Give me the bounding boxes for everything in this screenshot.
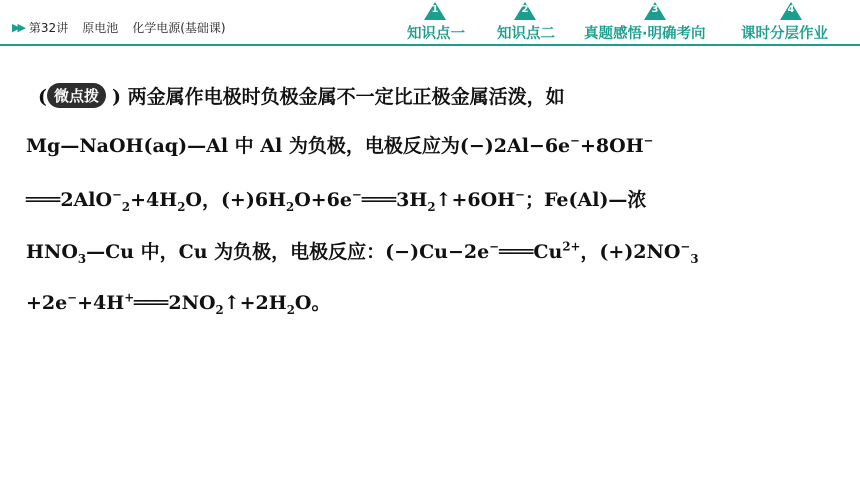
tab-exam-insight[interactable]: 真题感悟·明确考向 [584,26,706,42]
line3-part-a: ═══2AlO [26,189,113,211]
line5-part-e: O。 [294,292,331,314]
tab-homework[interactable]: 课时分层作业 [741,26,828,42]
sub-2: 2 [121,199,131,214]
text-line-3 [26,185,646,212]
tip-text: 两金属作电极时负极金属不一定比正极金属活泼，如 [127,86,565,108]
line5-part-a: +2e [26,292,68,314]
line3-part-e: ═══3H [361,189,428,211]
tab-knowledge-2[interactable]: 知识点二 [497,26,555,42]
sub-2: 2 [427,199,436,214]
tab-number-2-icon: 2 [514,2,536,20]
line5-part-d: ↑+2H [223,292,287,314]
line5-part-c: ═══2NO [134,292,216,314]
line3-part-f: ↑+6OH [435,189,516,211]
breadcrumb [12,19,226,36]
sup-minus: − [67,290,78,305]
tab-number-1-icon: 1 [424,2,446,20]
text-line-5 [26,288,330,315]
tab-number-3-icon: 3 [644,2,666,20]
sub-3: 3 [690,251,699,266]
breadcrumb-topic: 原电池 [82,21,119,35]
breadcrumb-lesson: 第32讲 [28,21,69,35]
header-bar [0,0,860,48]
line4-part-b: —Cu 中，Cu 为负极，电极反应：(−)Cu−2e [86,241,490,263]
tip-badge: 微点拨 [47,83,106,108]
line3-part-c: O，(+)6H [185,189,287,211]
line4-part-c: ═══Cu [499,241,563,263]
sup-minus: − [643,133,654,148]
sub-2: 2 [215,302,224,317]
line3-part-d: O+6e [294,189,352,211]
tab-number-4-icon: 4 [780,2,802,20]
line3-part-b: +4H [130,189,178,211]
sub-2: 2 [286,302,295,317]
line4-part-d: ，(+)2NO [580,241,681,263]
text-line-2 [26,131,654,158]
sup-minus: − [680,239,691,254]
play-arrow-icon: ▶▶ [12,21,23,34]
breadcrumb-subtopic: 化学电源(基础课) [132,21,226,35]
sup-minus: − [570,133,581,148]
sup-minus: − [489,239,500,254]
header-divider [0,44,860,46]
sup-minus: − [112,187,122,202]
text-line-4 [26,237,699,264]
sub-2: 2 [286,199,295,214]
tab-knowledge-1[interactable]: 知识点一 [407,26,465,42]
line5-part-b: +4H [77,292,125,314]
sub-2: 2 [177,199,186,214]
line3-part-g: ；Fe(Al)—浓 [524,189,647,211]
sup-plus: + [124,290,135,305]
text-line-1: ( 微点拨 ) 两金属作电极时负极金属不一定比正极金属活泼，如 [38,82,565,109]
sup-minus: − [515,187,525,202]
line2-part-b: +8OH [580,135,644,157]
sup-minus: − [351,187,362,202]
line4-part-a: HNO [26,241,78,263]
sup-2plus: 2+ [562,239,581,254]
line2-part-a: Mg—NaOH(aq)—Al 中 Al 为负极，电极反应为(−)2Al−6e [26,135,571,157]
sub-3: 3 [77,251,87,266]
